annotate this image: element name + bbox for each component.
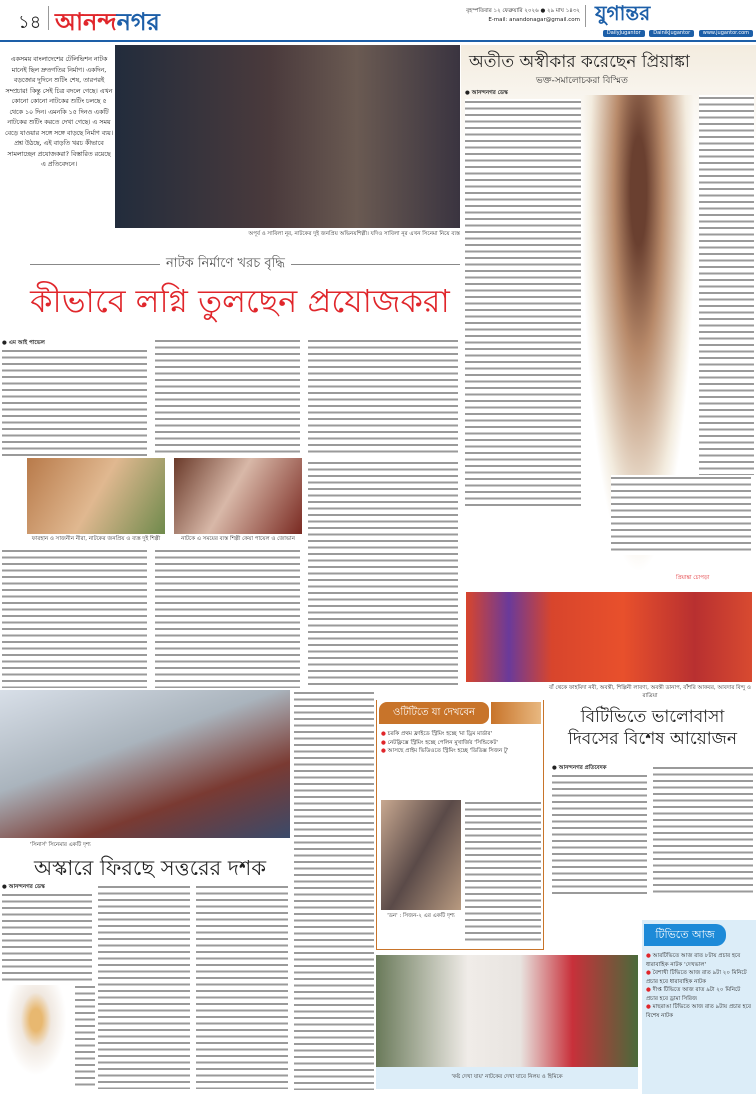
- masthead-logo: যুগান্তর: [595, 1, 651, 25]
- tv-listing-text: আরটিভিতে আজ রাত ৮টায় প্রচার হবে ধারাবাহিক নাটক 'দেখভাল': [646, 953, 741, 968]
- ott-title-bar: [491, 702, 541, 724]
- tv-listing: ● মাছরাঙা টিভিতে আজ রাত ৯টায় প্রচার হবে বিশেষ নাটক: [646, 1004, 751, 1019]
- article-body-text: [294, 690, 374, 1090]
- website-link[interactable]: www.jugantor.com: [699, 30, 753, 37]
- article-body-text: [699, 95, 754, 475]
- facebook-link[interactable]: DainikJugantor: [649, 30, 694, 37]
- lead-intro: একসময় বাংলাদেশের টেলিভিশন নাটক মানেই ছিল দ্রুতগতির নির্মাণ। একদিন, বড়জোর দুদিনে শুটিং শেষ, তারপরই সম্প্রচার! কিন্তু সেই চিত্র বদলে গেছে। এখন কোনো কোনো নাটকের শুটিং চলছে ৫ থেকে ১০ দিন। এমনকি ১৫ দিনও একটি নাটকের শুটিং করতে দেখা গেছে। এ সময় বেড়ে যাওয়ার সঙ্গে সঙ্গে বাড়ছে নির্মাণ ব্যয়। প্রশ্ন উঠছে, এই বাড়তি খরচ কীভাবে সামলাচ্ছেন প্রযোজকরা? বিস্তারিত রয়েছে এ প্রতিবেদনে।: [4, 56, 114, 168]
- article-body-text: [155, 548, 300, 688]
- lead-photo: [115, 45, 460, 228]
- article-body-text: [2, 348, 147, 456]
- tv-listing: ● আরটিভিতে আজ রাত ৮টায় প্রচার হবে ধারাবাহিক নাটক 'দেখভাল': [646, 953, 741, 968]
- tv-listing: ● বৈশাখী টিভিতে আজ রাত ৯টা ২০ মিনিটে প্রচার হবে ধারাবাহিক নাটক: [646, 970, 747, 985]
- article-body-text: [308, 338, 458, 456]
- tv-listing-text: মাছরাঙা টিভিতে আজ রাত ৯টায় প্রচার হবে বিশেষ নাটক: [646, 1004, 751, 1019]
- page-number: ১৪: [18, 12, 42, 33]
- actress-photo: [0, 985, 72, 1085]
- article-body-text: [465, 99, 581, 509]
- drama-photo-caption-bar: [376, 1067, 638, 1089]
- ott-item: ● চরকি প্রথম ফ্রাইডে স্ট্রিমিং হচ্ছে 'মা ড্রিম মার্ডার': [381, 731, 493, 737]
- oscar-byline: ● আনন্দনগর ডেস্ক: [2, 884, 45, 890]
- priyanka-photo-caption: প্রিয়াঙ্কা চোপড়া: [676, 575, 710, 581]
- sinners-photo-caption: 'সিনার্স' সিনেমার একটি দৃশ্য: [30, 842, 91, 848]
- sinners-photo: [0, 690, 290, 838]
- article-body-text: [308, 460, 458, 688]
- divider: [585, 5, 586, 27]
- tv-today-title: টিভিতে আজ: [644, 924, 726, 946]
- issue-date: বৃহস্পতিবার ১২ ফেব্রুয়ারি ২০২৬ ● ২৯ মাঘ ১৪৩২: [466, 8, 580, 14]
- btv-group-photo: [466, 592, 752, 682]
- article-body-text: [611, 475, 751, 555]
- priyanka-story: [461, 45, 756, 590]
- article-body-text: [2, 548, 147, 688]
- article-body-text: [552, 773, 647, 898]
- ott-item: ● আসছে প্রাইম ভিডিওতে স্ট্রিমিং হচ্ছে 'ডিডিক্স সিজন টু': [381, 748, 509, 754]
- article-body-text: [2, 892, 92, 982]
- ott-item-text: নেটফ্লিক্সে স্ট্রিমিং হচ্ছে পেলিন মুখার্জির 'সিন্ডিকেট': [387, 739, 498, 746]
- lead-headline: কীভাবে লগ্নি তুলছেন প্রযোজকরা: [30, 282, 450, 320]
- twitter-link[interactable]: DailyJugantor: [603, 30, 645, 37]
- article-body-text: [155, 338, 300, 456]
- article-body-text: [196, 884, 288, 1089]
- btv-byline: ● আনন্দনগর প্রতিবেদক: [552, 765, 607, 771]
- oscar-headline: অস্কারে ফিরছে সত্তরের দশক: [33, 856, 267, 880]
- photo-right-caption: নাটকে এ সময়ের ব্যস্ত শিল্পী কেয়া পায়েল ও জোভান: [181, 536, 295, 542]
- priyanka-subhead: ভক্ত-সমালোচকরা বিস্মিত: [536, 76, 628, 86]
- lead-byline: ● এম আই পাভেল: [2, 340, 45, 346]
- btv-photo-caption: বাঁ থেকে ফাহমিদা নবী, অবন্তী, শিল্পিনী লাবণ্য, অবন্তী ডানাপ, বাঁশরি আকবর, আবদার বিন্দু ও রাত্রিয়া: [549, 685, 751, 699]
- article-body-text: [465, 800, 541, 945]
- photo-right: [174, 458, 302, 534]
- article-body-text: [75, 984, 95, 1089]
- tv-listing-text: দীপ্ত টিভিতে আজ রাত ৯টা ২০ মিনিটে প্রচার হবে ড্রামা সিরিজ: [646, 987, 741, 1002]
- photo-left-caption: ফারহান ও সাজনীন নীরা, নাটকের জনপ্রিয় ও ব্যস্ত দুই শিল্পী: [31, 536, 161, 542]
- drama-photo-caption: 'কষ্ট দেখা যায়' নাটকের দেখা যাবে নিলয় ও হিমিকে: [451, 1074, 563, 1080]
- kicker: নাটক নির্মাণে খরচ বৃদ্ধি: [160, 254, 291, 275]
- social-links: [415, 30, 753, 38]
- btv-headline: বিটিভিতে ভালোবাসা দিবসের বিশেষ আয়োজন: [567, 707, 738, 749]
- lead-photo-caption: অপূর্ব ও সাবিলা নূর, নাটকের দুই জনপ্রিয় অভিনয়শিল্পী। যদিও সাবিলা নূর এখন সিনেমা নিয়ে ব্যস্ত: [248, 231, 460, 237]
- page-header: [0, 0, 756, 42]
- priyanka-headline: অতীত অস্বীকার করেছেন প্রিয়াঙ্কা: [469, 52, 690, 72]
- priyanka-byline: ● আনন্দনগর ডেস্ক: [465, 90, 508, 96]
- tv-listing: ● দীপ্ত টিভিতে আজ রাত ৯টা ২০ মিনিটে প্রচার হবে ড্রামা সিরিজ: [646, 987, 741, 1002]
- email: E-mail: anandonagar@gmail.com: [488, 17, 580, 23]
- ott-box: [376, 700, 544, 950]
- tv-today-box: [642, 920, 756, 1094]
- logo-part: আনন্দ: [55, 8, 117, 36]
- photo-left: [27, 458, 165, 534]
- don-photo-caption: 'ডন' : সিজন-২ এর একটি দৃশ্য: [387, 913, 455, 919]
- logo-part: নগর: [116, 8, 160, 36]
- tv-listing-text: বৈশাখী টিভিতে আজ রাত ৯টা ২০ মিনিটে প্রচার হবে ধারাবাহিক নাটক: [646, 970, 747, 985]
- article-body-text: [653, 765, 753, 895]
- ott-item: ● নেটফ্লিক্সে স্ট্রিমিং হচ্ছে পেলিন মুখার্জির 'সিন্ডিকেট': [381, 739, 498, 746]
- divider: [48, 6, 49, 30]
- don-photo: [381, 800, 461, 910]
- ott-item-text: চরকি প্রথম ফ্রাইডে স্ট্রিমিং হচ্ছে 'মা ড্রিম মার্ডার': [387, 731, 493, 737]
- section-logo: [55, 4, 160, 44]
- drama-photo: [376, 955, 638, 1067]
- ott-item-text: আসছে প্রাইম ভিডিওতে স্ট্রিমিং হচ্ছে 'ডিডিক্স সিজন টু': [387, 748, 509, 754]
- article-body-text: [98, 884, 190, 1089]
- ott-title: ওটিটিতে যা দেখবেন: [379, 702, 489, 724]
